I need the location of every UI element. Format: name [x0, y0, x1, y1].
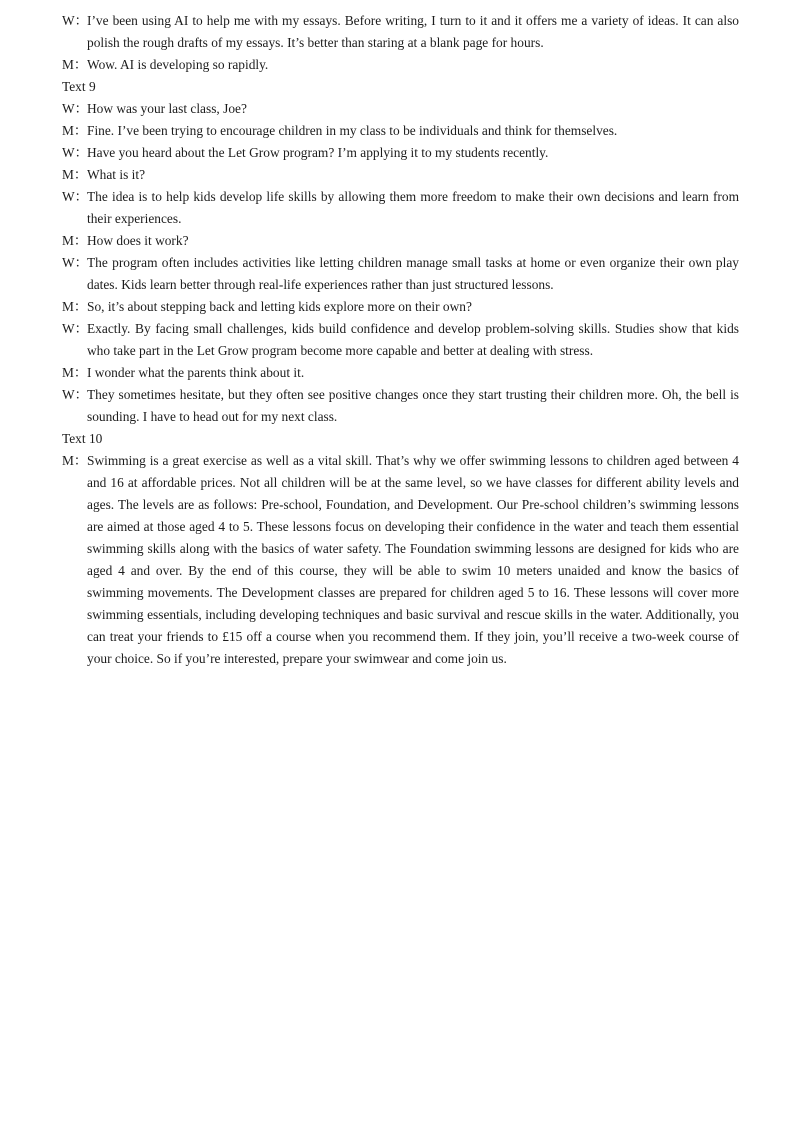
speaker-label: M： — [62, 167, 88, 182]
dialogue-line — [62, 230, 739, 252]
transcript-page — [62, 10, 739, 670]
speaker-label: W： — [62, 321, 89, 336]
speaker-label: W： — [62, 255, 89, 270]
speaker-label: M： — [62, 233, 88, 248]
speaker-label: M： — [62, 365, 88, 380]
dialogue-text: The program often includes activities like letting children manage small tasks at home or even organize their own play dates. Kids learn better through real-life experiences rather than just structured lessons. — [87, 255, 739, 292]
dialogue-line — [62, 384, 739, 428]
speaker-label: M： — [62, 299, 88, 314]
section-heading-text-9: Text 9 — [62, 79, 96, 94]
dialogue-text: Exactly. By facing small challenges, kids build confidence and develop problem-solving skills. Studies show that kids who take part in the Let Grow program become more capable and better at dealing with stress. — [87, 321, 739, 358]
dialogue-line — [62, 318, 739, 362]
speaker-label: W： — [62, 387, 89, 402]
dialogue-line — [62, 120, 739, 142]
dialogue-text: They sometimes hesitate, but they often see positive changes once they start trusting their children more. Oh, the bell is sounding. I have to head out for my next class. — [87, 387, 739, 424]
monologue-text: Swimming is a great exercise as well as a vital skill. That’s why we offer swimming lessons to children aged between 4 and 16 at affordable prices. Not all children will be at the same level, so we have classes for different ability levels and ages. The levels are as follows: Pre-school, Foundation, and Development. Our Pre-school children’s swimming lessons are aimed at those aged 4 to 5. These lessons focus on developing their confidence in the water and teach them essential swimming skills along with the basics of water safety. The Foundation swimming lessons are designed for kids who are aged 4 and over. By the end of this course, they will be able to swim 10 meters unaided and know the basics of swimming movements. The Development classes are prepared for children aged 5 to 16. These lessons will cover more swimming essentials, including developing techniques and basic survival and rescue skills in the water. Additionally, you can treat your friends to £15 off a course when you recommend them. If they join, you’ll receive a two-week course of your choice. So if you’re interested, prepare your swimwear and come join us. — [87, 453, 739, 666]
dialogue-text: How was your last class, Joe? — [87, 101, 247, 116]
dialogue-text: Fine. I’ve been trying to encourage children in my class to be individuals and think for themselves. — [87, 123, 618, 138]
speaker-label: M： — [62, 57, 88, 72]
speaker-label: W： — [62, 101, 89, 116]
dialogue-line — [62, 10, 739, 54]
dialogue-text: Have you heard about the Let Grow program? I’m applying it to my students recently. — [87, 145, 549, 160]
section-heading-text-10: Text 10 — [62, 431, 103, 446]
dialogue-text: The idea is to help kids develop life skills by allowing them more freedom to make their own decisions and learn from their experiences. — [87, 189, 739, 226]
dialogue-text: What is it? — [87, 167, 146, 182]
speaker-label: M： — [62, 453, 88, 468]
dialogue-text: So, it’s about stepping back and letting kids explore more on their own? — [87, 299, 472, 314]
speaker-label: W： — [62, 189, 89, 204]
speaker-label: W： — [62, 13, 89, 28]
speaker-label: M： — [62, 123, 88, 138]
speaker-label: W： — [62, 145, 89, 160]
dialogue-line — [62, 98, 739, 120]
dialogue-line — [62, 186, 739, 230]
monologue-paragraph — [62, 450, 739, 670]
dialogue-text: I’ve been using AI to help me with my essays. Before writing, I turn to it and it offers me a variety of ideas. It can also polish the rough drafts of my essays. It’s better than staring at a blank page for hours. — [87, 13, 739, 50]
dialogue-line — [62, 142, 739, 164]
dialogue-text: Wow. AI is developing so rapidly. — [87, 57, 269, 72]
dialogue-line — [62, 54, 739, 76]
dialogue-text: How does it work? — [87, 233, 189, 248]
dialogue-text: I wonder what the parents think about it. — [87, 365, 305, 380]
dialogue-line — [62, 362, 739, 384]
dialogue-line — [62, 252, 739, 296]
dialogue-line — [62, 296, 739, 318]
dialogue-line — [62, 164, 739, 186]
